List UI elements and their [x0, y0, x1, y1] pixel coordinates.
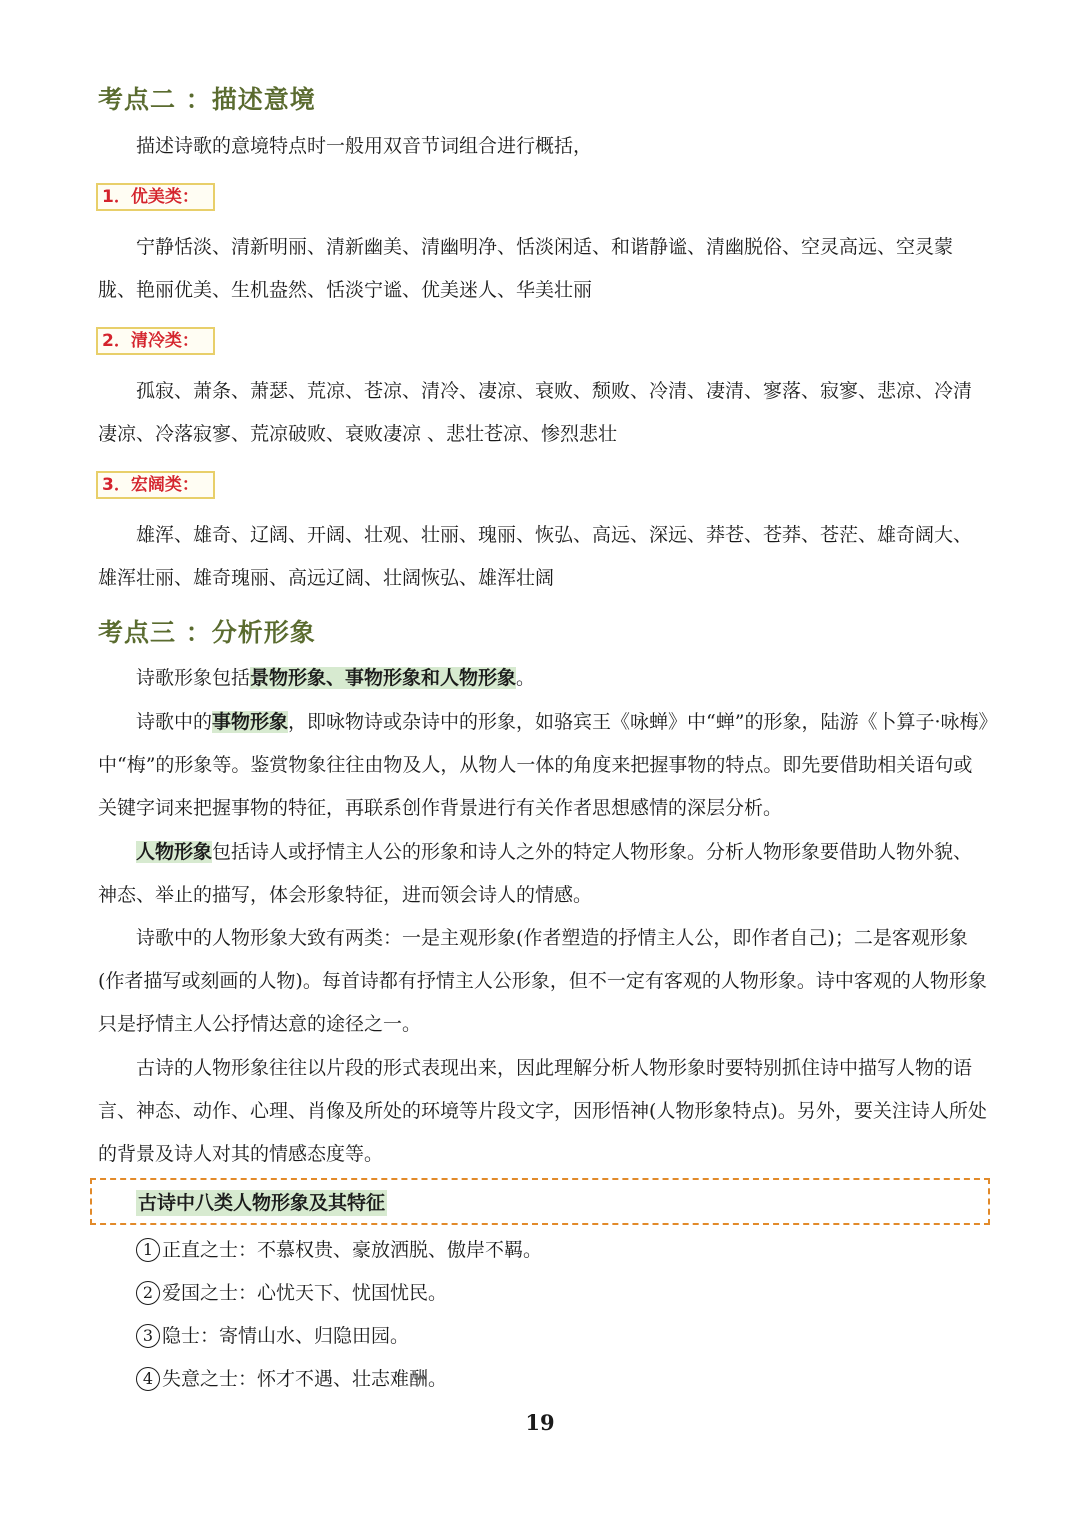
paragraph-text: 诗歌中的 — [136, 711, 213, 733]
circled-number: 4 — [136, 1367, 160, 1391]
paragraph-object-image — [98, 701, 988, 830]
section-heading-2: 考点二 ：描述意境 — [98, 85, 316, 114]
paragraph-image-types — [98, 657, 988, 700]
paragraph-fragments: 古诗的人物形象往往以片段的形式表现出来，因此理解分析人物形象时要特别抓住诗中描写人物的语言、神态、动作、心理、肖像及所处的环境等片段文字，因形悟神(人物形象特点)。另外，要关注诗人所处的背景及诗人对其的情感态度等。 — [98, 1057, 987, 1165]
category-label-3: 3．宏阔类： — [96, 471, 215, 499]
category-words-1: 宁静恬淡、清新明丽、清新幽美、清幽明净、恬淡闲适、和谐静谧、清幽脱俗、空灵高远、空灵蒙胧、艳丽优美、生机盎然、恬淡宁谧、优美迷人、华美壮丽 — [98, 236, 954, 301]
list-item — [136, 1365, 447, 1393]
circled-number: 1 — [136, 1238, 160, 1262]
callout-title: 古诗中八类人物形象及其特征 — [138, 1192, 386, 1214]
list-item-text: 失意之士：怀才不遇、壮志难酬。 — [162, 1368, 448, 1390]
list-item — [136, 1279, 447, 1307]
section-heading-3: 考点三 ：分析形象 — [98, 618, 316, 647]
list-item-text: 隐士：寄情山水、归隐田园。 — [162, 1325, 410, 1347]
list-item-text: 正直之士：不慕权贵、豪放洒脱、傲岸不羁。 — [162, 1239, 543, 1261]
category-words-3: 雄浑、雄奇、辽阔、开阔、壮观、壮丽、瑰丽、恢弘、高远、深远、莽苍、苍莽、苍茫、雄奇阔大、雄浑壮丽、雄奇瑰丽、高远辽阔、壮阔恢弘、雄浑壮阔 — [98, 524, 973, 589]
highlighted-phrase: 事物形象 — [212, 711, 289, 733]
list-item — [136, 1236, 542, 1264]
section-2-intro: 描述诗歌的意境特点时一般用双音节词组合进行概括， — [136, 135, 593, 157]
list-item — [136, 1322, 409, 1350]
category-label-1: 1．优美类： — [96, 183, 215, 211]
category-words-2: 孤寂、萧条、萧瑟、荒凉、苍凉、清冷、凄凉、衰败、颓败、冷清、凄清、寥落、寂寥、悲凉、冷清凄凉、冷落寂寥、荒凉破败、衰败凄凉 、悲壮苍凉、惨烈悲壮 — [98, 380, 973, 445]
paragraph-text: 。 — [516, 667, 536, 689]
paragraph-two-types: 诗歌中的人物形象大致有两类：一是主观形象(作者塑造的抒情主人公，即作者自己)；二是客观形象(作者描写或刻画的人物)。每首诗都有抒情主人公形象，但不一定有客观的人物形象。诗中客观的人物形象只是抒情主人公抒情达意的途径之一。 — [98, 927, 987, 1035]
page-number: 19 — [525, 1410, 555, 1435]
highlighted-phrase: 人物形象 — [136, 841, 213, 863]
circled-number: 3 — [136, 1324, 160, 1348]
list-item-text: 爱国之士：心忧天下、忧国忧民。 — [162, 1282, 448, 1304]
paragraph-text: 诗歌形象包括 — [136, 667, 251, 689]
paragraph-text: 包括诗人或抒情主人公的形象和诗人之外的特定人物形象。分析人物形象要借助人物外貌、神态、举止的描写，体会形象特征，进而领会诗人的情感。 — [98, 841, 973, 906]
paragraph-text: ，即咏物诗或杂诗中的形象，如骆宾王《咏蝉》中“蝉”的形象，陆游《卜算子·咏梅》中“梅”的形象等。鉴赏物象往往由物及人，从物人一体的角度来把握事物的特点。即先要借助相关语句或关键字词来把握事物的特征，再联系创作背景进行有关作者思想感情的深层分析。 — [98, 711, 988, 819]
category-label-2: 2．清冷类： — [96, 327, 215, 355]
circled-number: 2 — [136, 1281, 160, 1305]
callout-box — [90, 1178, 990, 1225]
paragraph-character-image — [98, 831, 988, 917]
highlighted-phrase: 景物形象、事物形象和人物形象 — [250, 667, 517, 689]
